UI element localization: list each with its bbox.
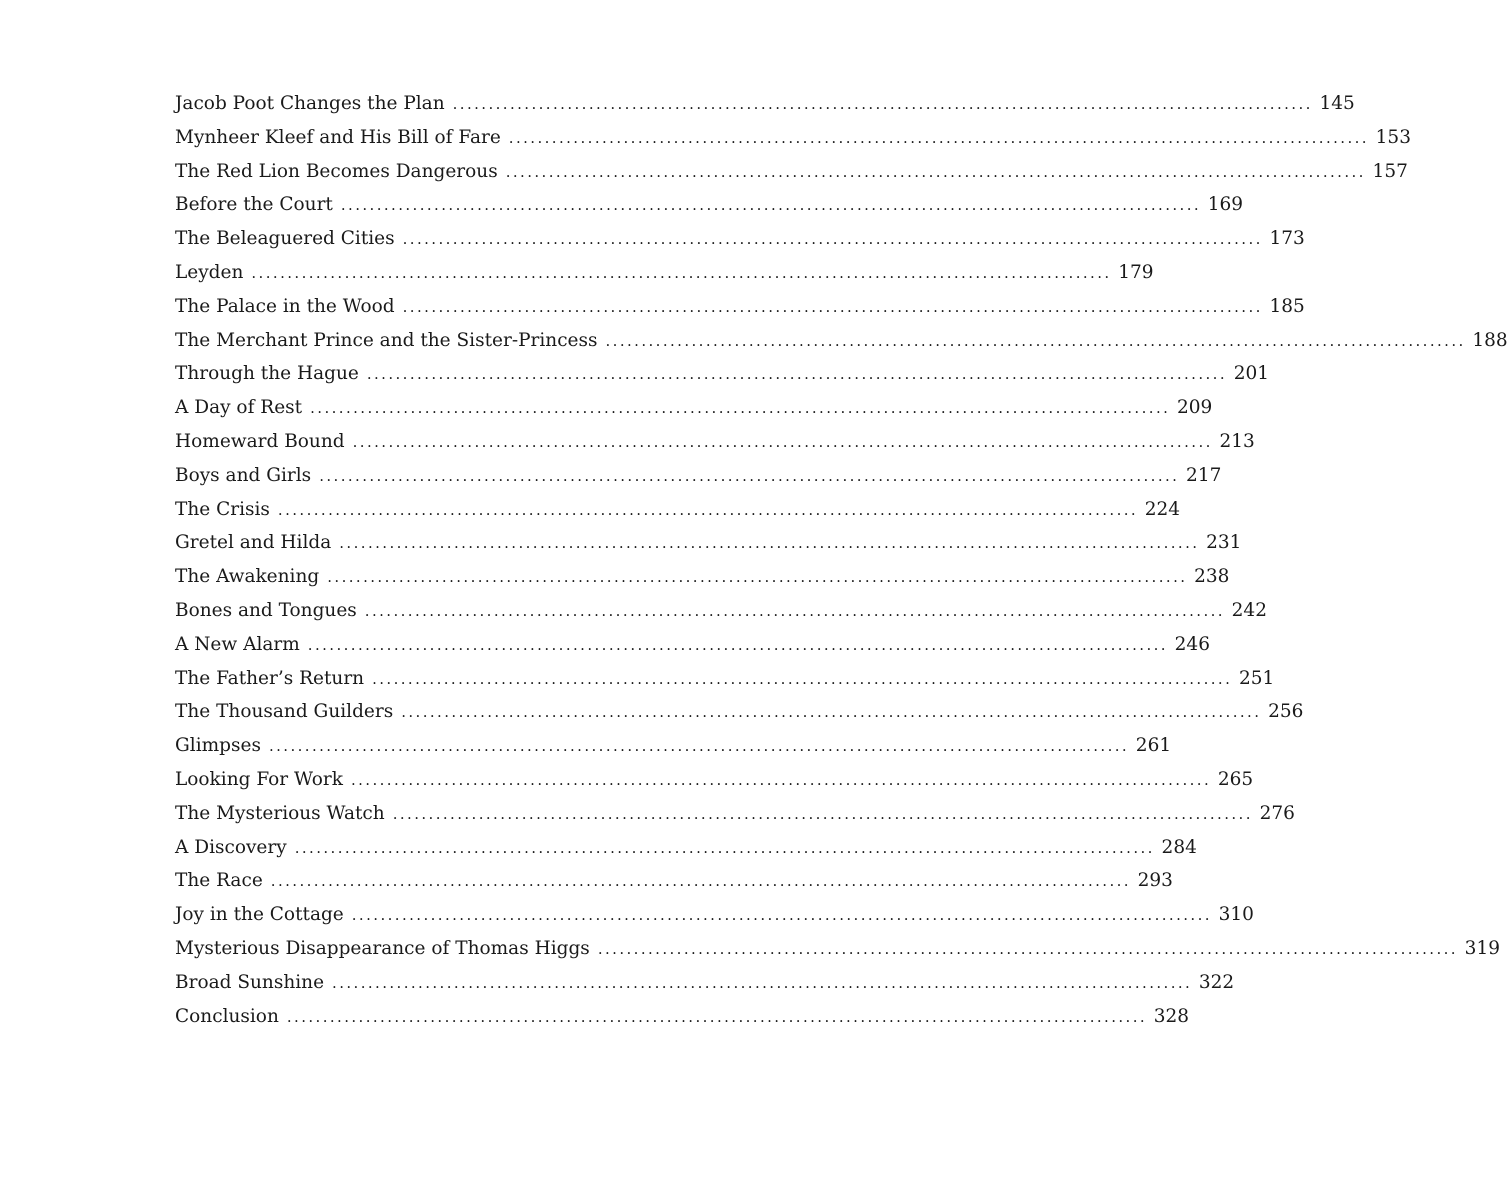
toc-entry[interactable] xyxy=(175,160,1408,195)
dot-leader: ........................................................................................................................ xyxy=(350,770,1212,789)
toc-entry[interactable] xyxy=(175,93,1355,127)
toc-entry[interactable] xyxy=(175,701,1304,735)
page-number: 261 xyxy=(1135,735,1172,757)
chapter-title: Bones and Tongues xyxy=(175,599,357,621)
page-number: 310 xyxy=(1218,904,1254,926)
dot-leader: ........................................................................................................................ xyxy=(319,466,1180,485)
chapter-title: Joy in the Cottage xyxy=(175,904,344,926)
chapter-title: The Race xyxy=(175,870,263,892)
chapter-title: Glimpses xyxy=(175,735,261,757)
dot-leader: ........................................................................................................................ xyxy=(251,263,1112,282)
page-number: 185 xyxy=(1269,295,1305,317)
dot-leader: ........................................................................................................................ xyxy=(505,162,1366,181)
dot-leader: ........................................................................................................................ xyxy=(294,838,1155,857)
toc-entry[interactable] xyxy=(175,363,1270,397)
table-of-contents xyxy=(175,93,1508,1039)
toc-entry[interactable] xyxy=(175,566,1230,600)
dot-leader: ........................................................................................................................ xyxy=(452,95,1313,113)
page-number: 246 xyxy=(1174,633,1210,655)
dot-leader: ........................................................................................................................ xyxy=(339,534,1200,553)
page-number: 209 xyxy=(1176,397,1213,419)
toc-entry[interactable] xyxy=(175,735,1172,769)
toc-entry[interactable] xyxy=(175,667,1275,702)
chapter-title: The Beleaguered Cities xyxy=(175,228,395,250)
toc-entry[interactable] xyxy=(175,937,1500,972)
chapter-title: Broad Sunshine xyxy=(175,971,325,993)
toc-entry[interactable] xyxy=(175,464,1222,499)
page-number: 157 xyxy=(1372,160,1408,182)
chapter-title: The Awakening xyxy=(175,566,320,588)
chapter-title: Leyden xyxy=(175,261,244,283)
dot-leader: ........................................................................................................................ xyxy=(597,939,1458,958)
page-number: 217 xyxy=(1186,464,1222,486)
toc-entry[interactable] xyxy=(175,430,1255,465)
toc-entry[interactable] xyxy=(175,329,1508,364)
toc-entry[interactable] xyxy=(175,599,1267,634)
chapter-title: A New Alarm xyxy=(175,633,300,655)
chapter-title: The Red Lion Becomes Dangerous xyxy=(175,160,498,182)
dot-leader: ........................................................................................................................ xyxy=(327,568,1188,587)
dot-leader: ........................................................................................................................ xyxy=(351,906,1212,925)
page-number: 169 xyxy=(1207,194,1244,216)
chapter-title: Boys and Girls xyxy=(175,464,312,486)
chapter-title: Through the Hague xyxy=(175,363,359,385)
dot-leader: ........................................................................................................................ xyxy=(364,601,1225,620)
dot-leader: ........................................................................................................................ xyxy=(286,1007,1148,1026)
toc-entry[interactable] xyxy=(175,802,1295,837)
page-number: 213 xyxy=(1219,430,1255,452)
dot-leader: ........................................................................................................................ xyxy=(401,703,1262,722)
dot-leader: ........................................................................................................................ xyxy=(372,669,1233,688)
chapter-title: The Merchant Prince and the Sister-Princess xyxy=(175,329,598,351)
dot-leader: ........................................................................................................................ xyxy=(402,297,1263,316)
chapter-title: Before the Court xyxy=(175,194,333,216)
page-number: 251 xyxy=(1238,667,1275,689)
dot-leader: ........................................................................................................................ xyxy=(310,399,1171,418)
toc-entry[interactable] xyxy=(175,836,1197,871)
page-number: 242 xyxy=(1231,599,1267,621)
chapter-title: The Palace in the Wood xyxy=(175,295,395,317)
chapter-title: Jacob Poot Changes the Plan xyxy=(175,93,445,114)
toc-entry[interactable] xyxy=(175,261,1154,296)
page-number: 201 xyxy=(1233,363,1270,385)
page-number: 238 xyxy=(1194,566,1230,588)
dot-leader: ........................................................................................................................ xyxy=(268,737,1130,756)
toc-entry[interactable] xyxy=(175,532,1242,566)
dot-leader: ........................................................................................................................ xyxy=(307,635,1168,654)
toc-entry[interactable] xyxy=(175,904,1254,938)
toc-entry[interactable] xyxy=(175,1005,1190,1040)
dot-leader: ........................................................................................................................ xyxy=(392,804,1253,823)
dot-leader: ........................................................................................................................ xyxy=(277,500,1139,519)
page-number: 256 xyxy=(1268,701,1304,723)
chapter-title: Mynheer Kleef and His Bill of Fare xyxy=(175,126,501,148)
chapter-title: The Crisis xyxy=(175,498,270,520)
chapter-title: Homeward Bound xyxy=(175,430,345,452)
dot-leader: ........................................................................................................................ xyxy=(402,230,1263,249)
page-number: 224 xyxy=(1144,498,1181,520)
toc-entry[interactable] xyxy=(175,397,1213,431)
page-number: 231 xyxy=(1206,532,1242,554)
chapter-title: The Father’s Return xyxy=(175,667,365,689)
dot-leader: ........................................................................................................................ xyxy=(332,973,1193,992)
dot-leader: ........................................................................................................................ xyxy=(352,432,1213,451)
page-number: 173 xyxy=(1269,228,1305,250)
page-number: 153 xyxy=(1375,126,1411,148)
chapter-title: Mysterious Disappearance of Thomas Higgs xyxy=(175,937,590,959)
toc-entry[interactable] xyxy=(175,194,1244,228)
chapter-title: A Discovery xyxy=(175,836,287,858)
page-number: 319 xyxy=(1464,937,1500,959)
page-number: 284 xyxy=(1161,836,1197,858)
page-number: 293 xyxy=(1137,870,1173,892)
chapter-title: Gretel and Hilda xyxy=(175,532,332,554)
toc-entry[interactable] xyxy=(175,126,1411,161)
toc-entry[interactable] xyxy=(175,228,1305,262)
chapter-title: A Day of Rest xyxy=(175,397,303,419)
chapter-title: The Mysterious Watch xyxy=(175,802,385,824)
toc-entry[interactable] xyxy=(175,633,1210,668)
page-number: 328 xyxy=(1153,1005,1190,1027)
toc-entry[interactable] xyxy=(175,295,1305,330)
page-number: 276 xyxy=(1259,802,1295,824)
dot-leader: ........................................................................................................................ xyxy=(508,128,1369,147)
toc-entry[interactable] xyxy=(175,498,1181,533)
page-number: 179 xyxy=(1118,261,1154,283)
toc-entry[interactable] xyxy=(175,971,1235,1006)
page-number: 265 xyxy=(1217,768,1254,790)
toc-entry[interactable] xyxy=(175,870,1173,904)
toc-entry[interactable] xyxy=(175,768,1254,803)
chapter-title: Looking For Work xyxy=(175,768,343,790)
page-number: 145 xyxy=(1319,93,1355,114)
dot-leader: ........................................................................................................................ xyxy=(270,872,1131,891)
chapter-title: The Thousand Guilders xyxy=(175,701,394,723)
chapter-title: Conclusion xyxy=(175,1005,279,1027)
page-number: 322 xyxy=(1198,971,1235,993)
dot-leader: ........................................................................................................................ xyxy=(605,331,1466,350)
page-number: 188 xyxy=(1472,329,1508,351)
dot-leader: ........................................................................................................................ xyxy=(366,365,1228,384)
dot-leader: ........................................................................................................................ xyxy=(340,196,1202,215)
